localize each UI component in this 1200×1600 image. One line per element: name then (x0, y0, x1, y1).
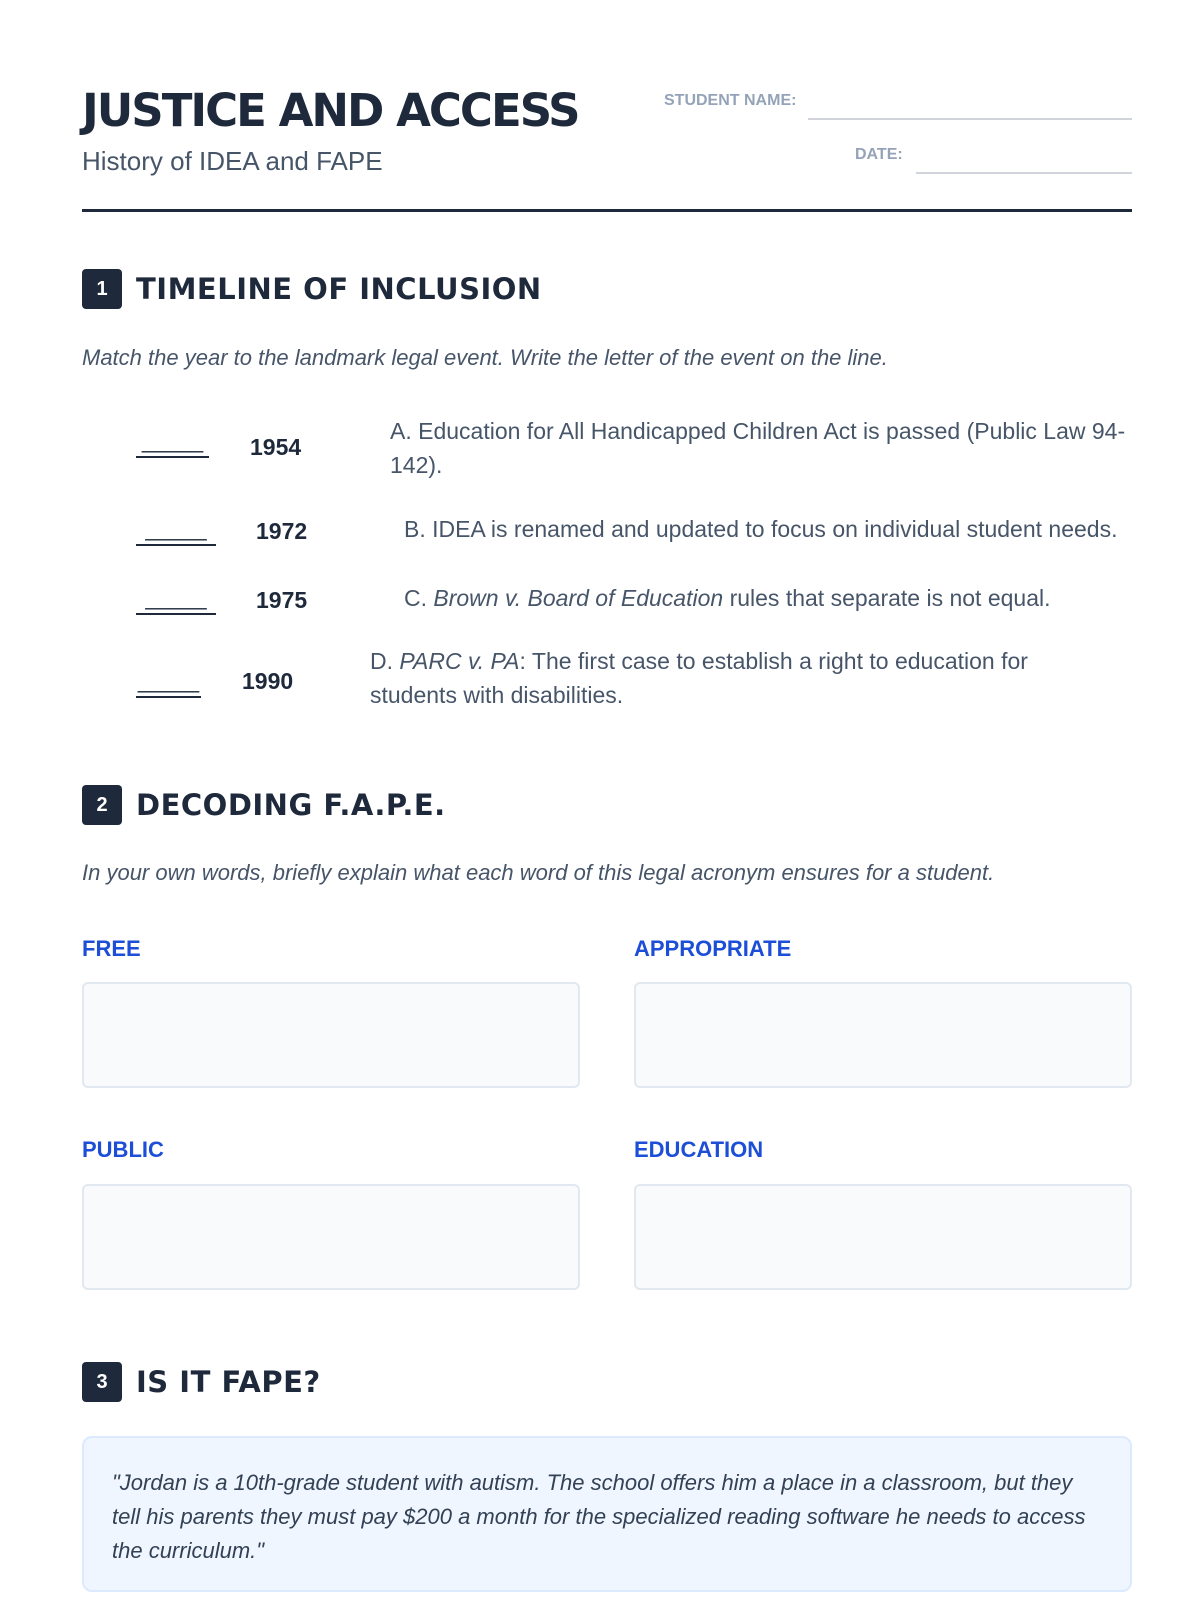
date-label: DATE: (855, 146, 903, 163)
scenario-box: "Jordan is a 10th-grade student with autism. The school offers him a place in a classroom, but they tell his parents they must pay $200 a month for the specialized reading software he needs to access the curriculum." (82, 1436, 1132, 1592)
section-number-badge: 3 (82, 1362, 122, 1402)
free-answer-box[interactable] (82, 982, 580, 1088)
fape-term-public: PUBLIC (82, 1137, 164, 1162)
fape-term-appropriate: APPROPRIATE (634, 936, 792, 961)
timeline-year: 1990 (242, 668, 294, 694)
timeline-year: 1972 (256, 518, 308, 544)
timeline-event: B. IDEA is renamed and updated to focus on individual student needs. (404, 516, 1118, 542)
answer-blank[interactable]: _____ (136, 430, 209, 458)
page-title: JUSTICE AND ACCESS (82, 84, 579, 137)
timeline-event: D. PARC v. PA: The first case to establish a right to education for students with disabilities. (370, 648, 1028, 708)
student-name-label: STUDENT NAME: (664, 92, 797, 109)
page-subtitle: History of IDEA and FAPE (82, 146, 383, 176)
section-title: IS IT FAPE? (136, 1365, 321, 1399)
fape-term-free: FREE (82, 936, 141, 961)
date-field[interactable] (916, 172, 1132, 174)
section-number-badge: 1 (82, 269, 122, 309)
section-2-header (82, 785, 446, 825)
education-answer-box[interactable] (634, 1184, 1132, 1290)
answer-blank[interactable]: _____ (136, 518, 216, 546)
section-number-badge: 2 (82, 785, 122, 825)
section-title: TIMELINE OF INCLUSION (136, 272, 542, 306)
section-1-instructions: Match the year to the landmark legal event. Write the letter of the event on the line. (82, 345, 888, 370)
public-answer-box[interactable] (82, 1184, 580, 1290)
fape-term-education: EDUCATION (634, 1137, 764, 1162)
section-title: DECODING F.A.P.E. (136, 788, 446, 822)
timeline-year: 1954 (250, 434, 302, 460)
section-1-header (82, 269, 542, 309)
student-name-field[interactable] (808, 118, 1132, 120)
worksheet-page (82, 0, 1132, 1600)
timeline-year: 1975 (256, 587, 308, 613)
answer-blank[interactable]: _____ (136, 587, 216, 615)
timeline-event: A. Education for All Handicapped Children Act is passed (Public Law 94-142). (390, 418, 1126, 478)
section-2-instructions: In your own words, briefly explain what each word of this legal acronym ensures for a student. (82, 860, 995, 885)
section-3-header (82, 1362, 321, 1402)
timeline-event: C. Brown v. Board of Education rules that separate is not equal. (404, 585, 1051, 611)
answer-blank[interactable]: _____ (136, 670, 201, 698)
header-divider (82, 209, 1132, 212)
appropriate-answer-box[interactable] (634, 982, 1132, 1088)
